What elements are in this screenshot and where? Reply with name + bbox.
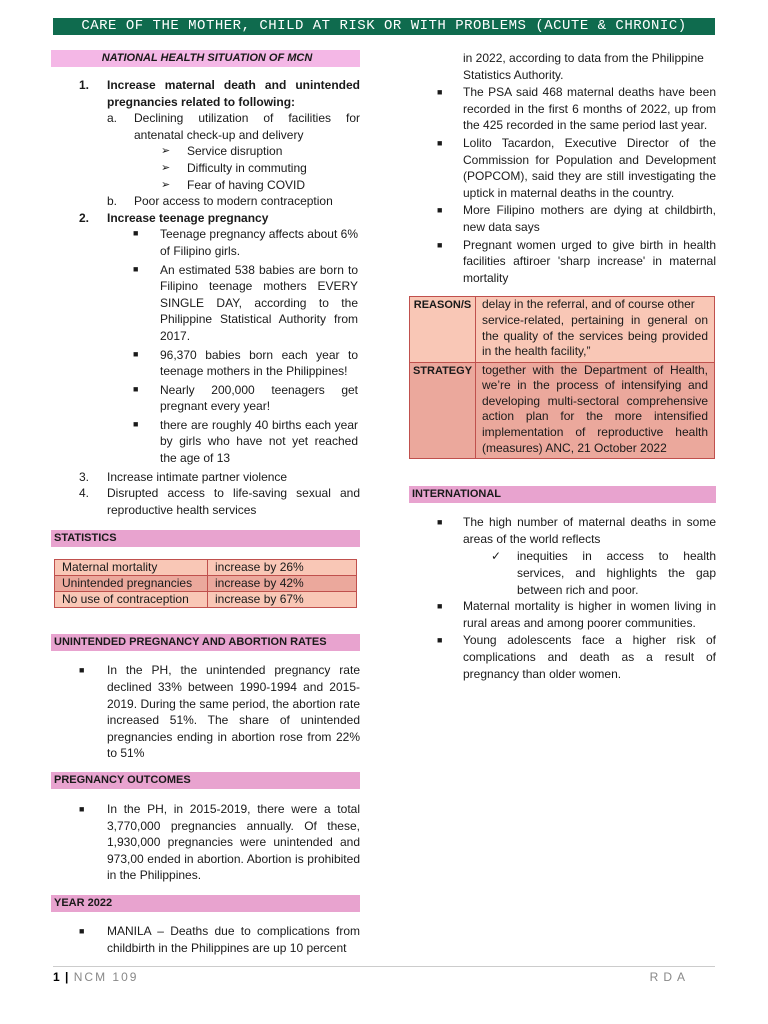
list-item: ■ MANILA – Deaths due to complications from childbirth in the Philippines are up 10 percent [79,923,360,955]
table-cell: increase by 42% [208,576,357,592]
list-item: ■ In the PH, in 2015-2019, there were a total 3,770,000 pregnancies annually. Of these, 1,930,000 pregnancies were unintended and 973,00 ended in abortion. Abortion is prohibited in the Philippines. [79,802,360,883]
table-row [410,362,715,459]
statistics-table [54,559,357,608]
reason-text-line1: delay in the referral, and of course other [482,297,695,312]
reason-cell [476,297,715,362]
square-bullet-icon: ■ [133,348,139,359]
strategy-label: STRATEGY [410,362,476,459]
pregnancy-outcomes-heading: PREGNANCY OUTCOMES [51,772,360,789]
footer-separator: | [65,970,69,984]
reason-strategy-table [409,296,715,459]
footer-left [53,970,138,984]
arrow-bullet-icon: ➢ [161,178,171,191]
reason-text-line2: service-related, pertaining in general on the quality of the services being provided in the health facility,” [482,312,708,359]
list-item: ■ More Filipino mothers are dying at childbirth, new data says [437,203,716,234]
document-header-title: CARE OF THE MOTHER, CHILD AT RISK OR WITH PROBLEMS (ACUTE & CHRONIC) [53,18,715,35]
table-row [55,592,357,608]
square-bullet-icon: ■ [437,635,443,646]
author-initials: RDA [649,970,690,984]
list-item: ✓ inequities in access to health services, and highlights the gap between rich and poor. [491,549,716,597]
square-bullet-icon: ■ [133,418,139,429]
square-bullet-icon: ■ [79,804,85,814]
list-item: ➢ Fear of having COVID [161,177,306,192]
square-bullet-icon: ■ [437,601,443,612]
square-bullet-icon: ■ [437,137,443,148]
list-item: b. Poor access to modern contraception [107,194,333,209]
list-item: ■ Teenage pregnancy affects about 6% of Filipino girls. [133,227,358,258]
table-row [55,560,357,576]
list-item: ■ In the PH, the unintended pregnancy rate declined 33% between 1990-1994 and 2015-2019. During the same period, the abortion rate increased 51%. The share of unintended pregnancies ending in abortion rose from 22% to 51% [79,663,360,761]
table-cell: Maternal mortality [55,560,208,576]
square-bullet-icon: ■ [437,517,443,528]
table-cell: No use of contraception [55,592,208,608]
check-icon: ✓ [491,549,502,564]
square-bullet-icon: ■ [437,205,443,216]
square-bullet-icon: ■ [79,665,85,676]
list-item: 2. Increase teenage pregnancy [79,210,269,225]
list-item: ■ The PSA said 468 maternal deaths have been recorded in the first 6 months of 2022, up from the 425 recorded in the same period last year. [437,85,716,133]
list-item: ➢ Service disruption [161,144,283,159]
square-bullet-icon: ■ [133,383,139,394]
continued-text: in 2022, according to data from the Philippine Statistics Authority. [463,51,704,82]
psa-bullet-list [409,84,716,286]
square-bullet-icon: ■ [437,239,443,250]
reason-label: REASON/S [410,297,476,362]
table-cell: Unintended pregnancies [55,576,208,592]
square-bullet-icon: ■ [437,87,443,98]
list-item: ➢ Difficulty in commuting [161,160,307,175]
list-item: 3. Increase intimate partner violence [79,469,288,484]
table-cell: increase by 67% [208,592,357,608]
list-item: ■ Nearly 200,000 teenagers get pregnant every year! [133,382,358,414]
list-item: 1. Increase maternal death and unintended pregnancies related to following: [79,78,360,109]
list-item: ■ Maternal mortality is higher in women living in rural areas and among poorer communities. [437,599,716,630]
national-health-list [51,77,360,518]
square-bullet-icon: ■ [133,228,139,239]
footer-divider [53,966,715,967]
list-item: 4. Disrupted access to life-saving sexual and reproductive health services [79,486,360,517]
national-health-heading: NATIONAL HEALTH SITUATION OF MCN [51,50,360,67]
list-item: ■ Lolito Tacardon, Executive Director of the Commission for Population and Development (POPCOM), said they are still investigating the uptick in maternal deaths in the country. [437,135,716,200]
course-code: NCM 109 [73,970,139,984]
square-bullet-icon: ■ [79,925,85,936]
table-cell: increase by 26% [208,560,357,576]
list-item: ■ there are roughly 40 births each year by girls who have not yet reached the age of 13 [133,417,358,466]
list-item: a. Declining utilization of facilities for antenatal check-up and delivery [107,111,360,142]
list-item: ■ Pregnant women urged to give birth in health facilities aftiroer 'sharp increase' in maternal mortality [437,237,716,285]
list-item: ■ An estimated 538 babies are born to Filipino teenage mothers EVERY SINGLE DAY, according to the Philippine Statistical Authority from 2017. [133,262,358,343]
left-column [51,50,360,957]
page-number: 1 [53,970,60,984]
arrow-bullet-icon: ➢ [161,161,171,174]
table-row [55,576,357,592]
unintended-pregnancy-heading: UNINTENDED PREGNANCY AND ABORTION RATES [51,634,360,651]
strategy-cell: together with the Department of Health, we’re in the process of intensifying and developing multi-sectoral comprehensive action plan for the more intensified implementation of reproductive health (measures) ANC, 21 October 2022 [476,362,715,459]
square-bullet-icon: ■ [133,263,139,274]
list-item: ■ Young adolescents face a higher risk of complications and death as a result of pregnancy than older women. [437,633,716,681]
year-2022-heading: YEAR 2022 [51,895,360,912]
arrow-bullet-icon: ➢ [161,145,171,158]
list-item: ■ The high number of maternal deaths in some areas of the world reflects [437,515,716,546]
right-column [409,50,716,683]
international-heading: INTERNATIONAL [409,486,716,503]
table-row [410,297,715,362]
list-item: ■ 96,370 babies born each year to teenage mothers in the Philippines! [133,347,358,379]
statistics-heading: STATISTICS [51,530,360,547]
international-list [409,514,716,682]
